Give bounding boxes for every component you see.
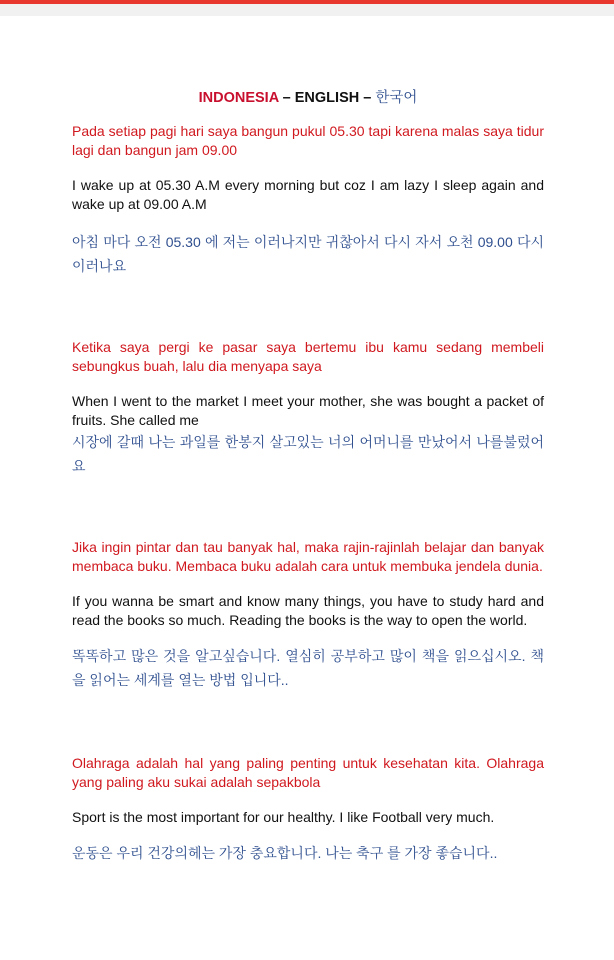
korean-paragraph-3: 똑똑하고 많은 것을 알고싶습니다. 열심히 공부하고 많이 책을 읽으십시오. 책을 읽어는 세계를 열는 방법 입니다.. <box>72 648 544 688</box>
korean-paragraph-2: 시장에 갈때 나는 과일를 한봉지 살고있는 너의 어머니를 만났어서 나를불렀어요 <box>72 434 544 474</box>
title-indonesia: INDONESIA <box>198 90 279 106</box>
english-paragraph-2: When I went to the market I meet your mother, she was bought a packet of fruits. She called me <box>72 393 544 428</box>
korean-paragraph-1: 아침 마다 오전 05.30 에 저는 이러나지만 귀찮아서 다시 자서 오천 09.00 다시 이러나요 <box>72 234 544 274</box>
indonesian-paragraph-1: Pada setiap pagi hari saya bangun pukul 05.30 tapi karena malas saya tidur lagi dan bangun jam 09.00 <box>72 123 544 158</box>
title-separator-2: – <box>359 90 376 106</box>
indonesian-paragraph-2: Ketika saya pergi ke pasar saya bertemu ibu kamu sedang membeli sebungkus buah, lalu dia menyapa saya <box>72 339 544 374</box>
title-korean: 한국어 <box>375 90 418 106</box>
korean-paragraph-4: 운동은 우리 건강의헤는 가장 충요합니다. 나는 축구 를 가장 좋습니다.. <box>72 845 498 861</box>
title-separator-1: – <box>278 90 295 106</box>
english-paragraph-4: Sport is the most important for our healthy. I like Football very much. <box>72 809 495 825</box>
indonesian-paragraph-4: Olahraga adalah hal yang paling penting untuk kesehatan kita. Olahraga yang paling aku sukai adalah sepakbola <box>72 755 544 790</box>
page-title <box>72 88 544 108</box>
english-paragraph-3: If you wanna be smart and know many things, you have to study hard and read the books so much. Reading the books is the way to open the world. <box>72 593 544 628</box>
top-band <box>0 4 614 16</box>
indonesian-paragraph-3: Jika ingin pintar dan tau banyak hal, maka rajin-rajinlah belajar dan banyak membaca buku. Membaca buku adalah cara untuk membuka jendela dunia. <box>72 539 544 574</box>
english-paragraph-1: I wake up at 05.30 A.M every morning but coz I am lazy I sleep again and wake up at 09.00 A.M <box>72 177 544 212</box>
document-page <box>72 88 544 865</box>
title-english: ENGLISH <box>294 90 360 106</box>
